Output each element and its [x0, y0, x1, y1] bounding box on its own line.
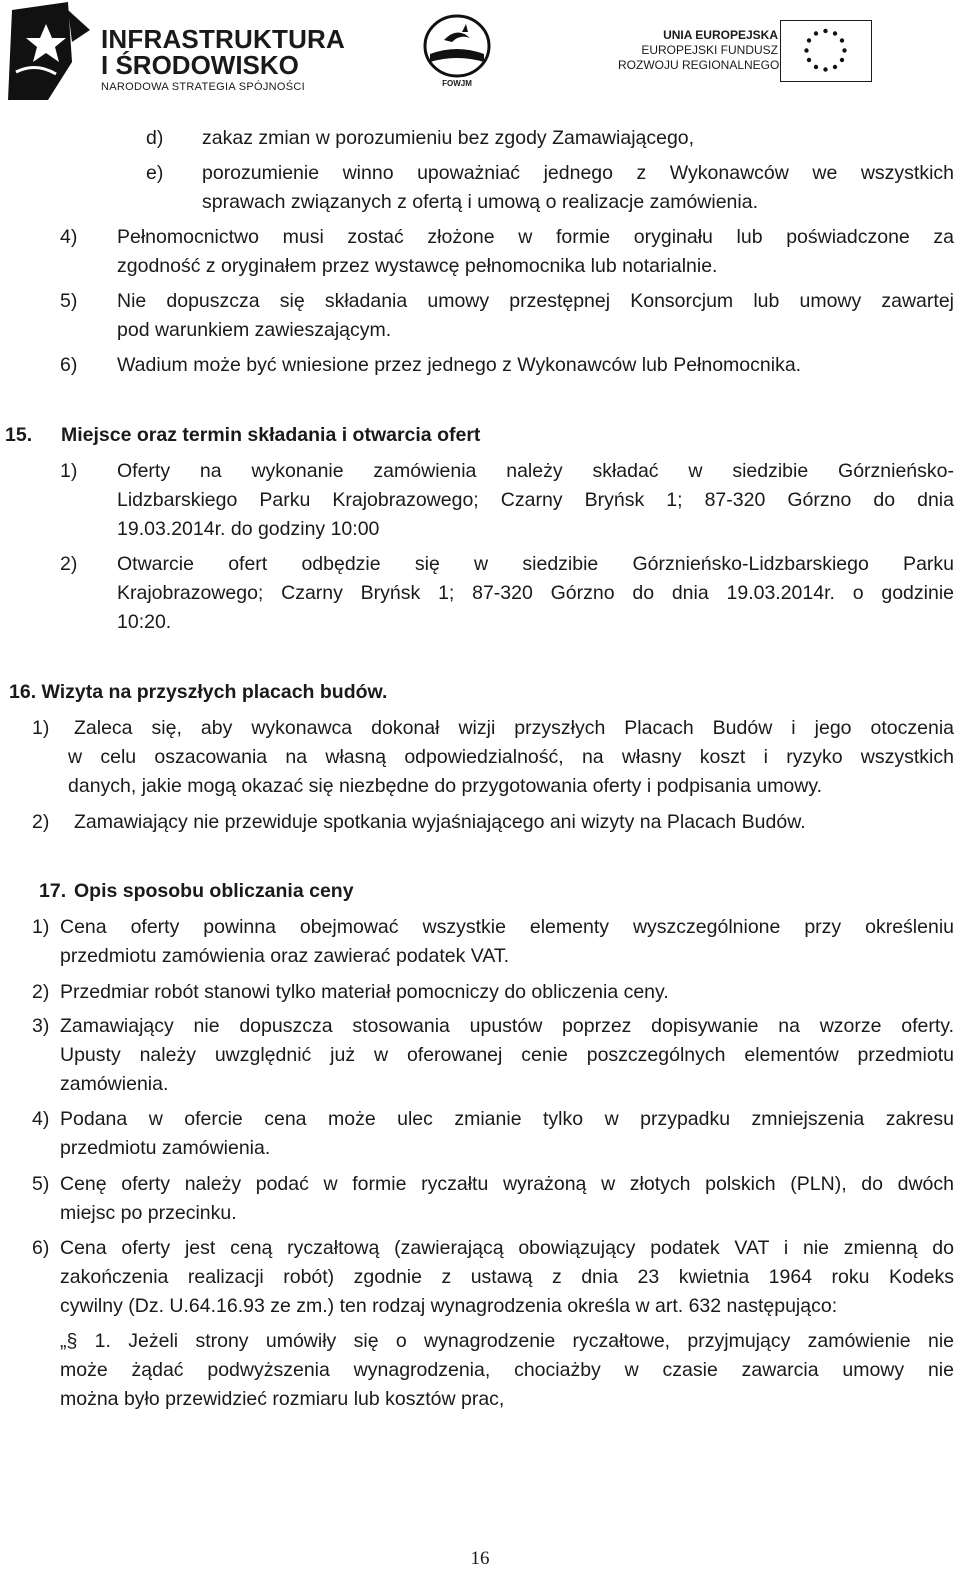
s15-item-1-line-1: Oferty na wykonanie zamówienia należy składać w siedzibie Górznieńsko- — [117, 460, 954, 482]
eu-line-2: EUROPEJSKI FUNDUSZ — [641, 43, 778, 57]
item-4-line-1: Pełnomocnictwo musi zostać złożone w formie oryginału lub poświadczone za — [117, 226, 954, 248]
s17-item-5-line-2: miejsc po przecinku. — [60, 1202, 237, 1224]
infrastruktura-logo — [6, 2, 345, 100]
s17-item-5-marker: 5) — [32, 1173, 50, 1195]
s17-item-3-marker: 3) — [32, 1015, 50, 1037]
s15-item-1-line-2: Lidzbarskiego Parku Krajobrazowego; Czarny Bryńsk 1; 87-320 Górzno do dnia — [117, 489, 954, 511]
item-e-line-1: porozumienie winno upoważniać jednego z Wykonawców we wszystkich — [202, 162, 954, 184]
s15-item-2-line-1: Otwarcie ofert odbędzie się w siedzibie Górznieńsko-Lidzbarskiego Parku — [117, 553, 954, 575]
logo-line-2: I ŚRODOWISKO — [101, 50, 299, 80]
s17-item-6-line-3: cywilny (Dz. U.64.16.93 ze zm.) ten rodzaj wynagrodzenia określa w art. 632 następująco: — [60, 1295, 838, 1317]
s15-item-2-line-3: 10:20. — [117, 611, 172, 633]
s16-item-1-line-1: Zaleca się, aby wykonawca dokonał wizji przyszłych Placach Budów i jego otoczenia — [74, 717, 954, 739]
s15-item-2-line-2: Krajobrazowego; Czarny Bryńsk 1; 87-320 Górzno do dnia 19.03.2014r. o godzinie — [117, 582, 954, 604]
eu-logo — [600, 20, 875, 84]
quote-line-1: „§ 1. Jeżeli strony umówiły się o wynagrodzenie ryczałtowe, przyjmujący zamówienie nie — [60, 1330, 954, 1352]
section-15-number: 15. — [5, 424, 33, 446]
s17-item-4-line-1: Podana w ofercie cena może ulec zmianie tylko w przypadku zmniejszenia zakresu — [60, 1108, 954, 1130]
s17-item-5-line-1: Cenę oferty należy podać w formie ryczałtu wyrażoną w złotych polskich (PLN), do dwóch — [60, 1173, 954, 1195]
s16-item-1-line-2: w celu oszacowania na własną odpowiedzialność, na własny koszt i ryzyko wszystkich — [68, 746, 954, 768]
s17-item-2-marker: 2) — [32, 981, 50, 1003]
s17-item-1-marker: 1) — [32, 916, 50, 938]
item-e-line-2: sprawach związanych z ofertą i umową o realizacje zamówienia. — [202, 191, 758, 213]
item-5-marker: 5) — [60, 290, 78, 312]
s15-item-1-line-3: 19.03.2014r. do godziny 10:00 — [117, 518, 380, 540]
logo-line-3: NARODOWA STRATEGIA SPÓJNOŚCI — [101, 81, 305, 93]
s17-item-1-line-2: przedmiotu zamówienia oraz zawierać podatek VAT. — [60, 945, 510, 967]
s17-item-3-line-3: zamówienia. — [60, 1073, 169, 1095]
section-17-title: Opis sposobu obliczania ceny — [74, 880, 354, 902]
s15-item-2-marker: 2) — [60, 553, 78, 575]
s17-item-4-line-2: przedmiotu zamówienia. — [60, 1137, 271, 1159]
s16-item-1-line-3: danych, jakie mogą okazać się niezbędne do przygotowania oferty i podpisania umowy. — [68, 775, 823, 797]
bird-emblem-icon — [422, 14, 492, 78]
section-15-title: Miejsce oraz termin składania i otwarcia ofert — [61, 424, 481, 446]
eu-line-3: ROZWOJU REGIONALNEGO — [618, 58, 780, 72]
page-number: 16 — [470, 1548, 490, 1569]
s16-item-2-marker: 2) — [32, 811, 50, 833]
quote-line-2: może żądać podwyższenia wynagrodzenia, chociażby w czasie zawarcia umowy nie — [60, 1359, 954, 1381]
item-5-line-2: pod warunkiem zawieszającym. — [117, 319, 392, 341]
s17-item-6-line-2: zakończenia realizacji robót) zgodnie z ustawą z dnia 23 kwietnia 1964 roku Kodeks — [60, 1266, 954, 1288]
s15-item-1-marker: 1) — [60, 460, 78, 482]
section-17-number: 17. — [39, 880, 67, 902]
logo-line-1: INFRASTRUKTURA — [101, 24, 345, 54]
fowjm-label: FOWJM — [442, 79, 472, 88]
quote-line-3: można było przewidzieć rozmiaru lub kosztów prac, — [60, 1388, 505, 1410]
item-d-marker: d) — [146, 127, 164, 149]
eu-flag-icon — [780, 20, 872, 82]
s17-item-6-marker: 6) — [32, 1237, 50, 1259]
s17-item-3-line-1: Zamawiający nie dopuszcza stosowania upustów poprzez dopisywanie na wzorze oferty. — [60, 1015, 954, 1037]
s17-item-4-marker: 4) — [32, 1108, 50, 1130]
eu-line-1: UNIA EUROPEJSKA — [663, 28, 778, 42]
item-6-line-1: Wadium może być wniesione przez jednego z Wykonawców lub Pełnomocnika. — [117, 354, 802, 376]
fowjm-logo — [422, 14, 492, 96]
s16-item-1-marker: 1) — [32, 717, 50, 739]
item-5-line-1: Nie dopuszcza się składania umowy przestępnej Konsorcjum lub umowy zawartej — [117, 290, 954, 312]
s17-item-6-line-1: Cena oferty jest ceną ryczałtową (zawierającą obowiązujący podatek VAT i nie zmienną do — [60, 1237, 954, 1259]
item-6-marker: 6) — [60, 354, 78, 376]
item-4-line-2: zgodność z oryginałem przez wystawcę pełnomocnika lub notarialnie. — [117, 255, 718, 277]
s17-item-2-line-1: Przedmiar robót stanowi tylko materiał pomocniczy do obliczenia ceny. — [60, 981, 669, 1003]
section-16-title: 16. Wizyta na przyszłych placach budów. — [9, 681, 388, 703]
s17-item-1-line-1: Cena oferty powinna obejmować wszystkie elementy wyszczególnione przy określeniu — [60, 916, 954, 938]
item-e-marker: e) — [146, 162, 164, 184]
item-d-line-1: zakaz zmian w porozumieniu bez zgody Zamawiającego, — [202, 127, 695, 149]
page-header — [0, 0, 960, 104]
spiral-star-icon — [6, 2, 92, 100]
s17-item-3-line-2: Upusty należy uwzględnić już w oferowanej cenie poszczególnych elementów przedmiotu — [60, 1044, 954, 1066]
s16-item-2-line-1: Zamawiający nie przewiduje spotkania wyjaśniającego ani wizyty na Placach Budów. — [74, 811, 806, 833]
item-4-marker: 4) — [60, 226, 78, 248]
